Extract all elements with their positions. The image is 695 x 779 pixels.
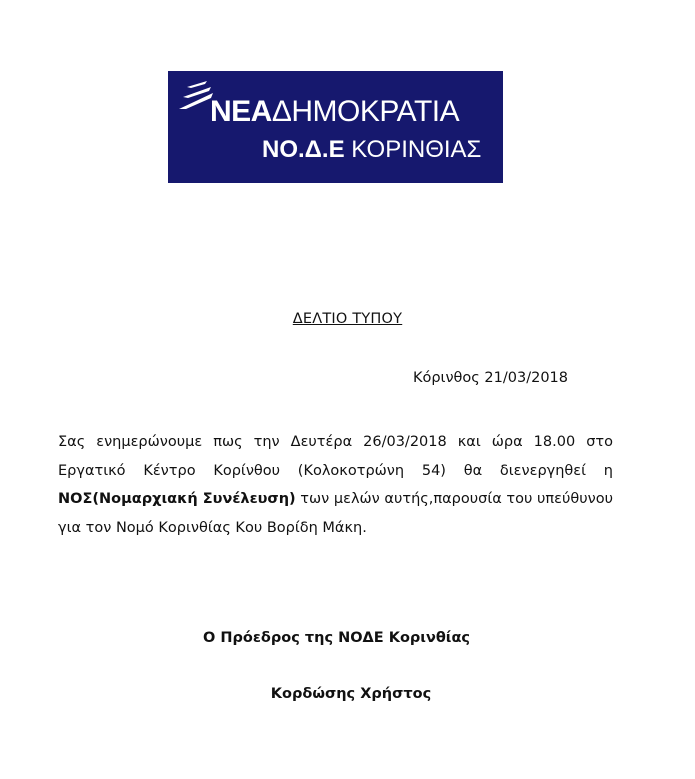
logo-org-bold: ΝΟ.Δ.Ε bbox=[262, 136, 345, 163]
document-title: ΔΕΛΤΙΟ ΤΥΠΟΥ bbox=[292, 311, 403, 327]
logo-org-name bbox=[262, 137, 481, 163]
place-date: Κόρινθος 21/03/2018 bbox=[412, 370, 568, 386]
logo-party-name-rest: ΔΗΜΟΚΡΑΤΙΑ bbox=[271, 95, 460, 128]
signer-title: Ο Πρόεδρος της ΝΟΔΕ Κορινθίας bbox=[203, 630, 470, 646]
body-paragraph bbox=[58, 428, 613, 542]
party-logo bbox=[168, 71, 503, 183]
logo-org-rest: ΚΟΡΙΝΘΙΑΣ bbox=[351, 136, 482, 163]
logo-party-name-bold: ΝΕΑ bbox=[210, 95, 272, 128]
body-text-part2: των μελών αυτής,παρουσία του υπεύθυνου για τον Νομό Κορινθίας Κου Βορίδη Μάκη. bbox=[58, 491, 613, 536]
body-text-bold: ΝΟΣ(Νομαρχιακή Συνέλευση) bbox=[58, 491, 296, 507]
logo-party-name bbox=[210, 97, 459, 127]
body-text-part1: Σας ενημερώνουμε πως την Δευτέρα 26/03/2018 και ώρα 18.00 στο Εργατικό Κέντρο Κορίνθου (Κολοκοτρώνη 54) θα διενεργηθεί η bbox=[58, 434, 613, 479]
signer-name: Κορδώσης Χρήστος bbox=[270, 686, 432, 702]
